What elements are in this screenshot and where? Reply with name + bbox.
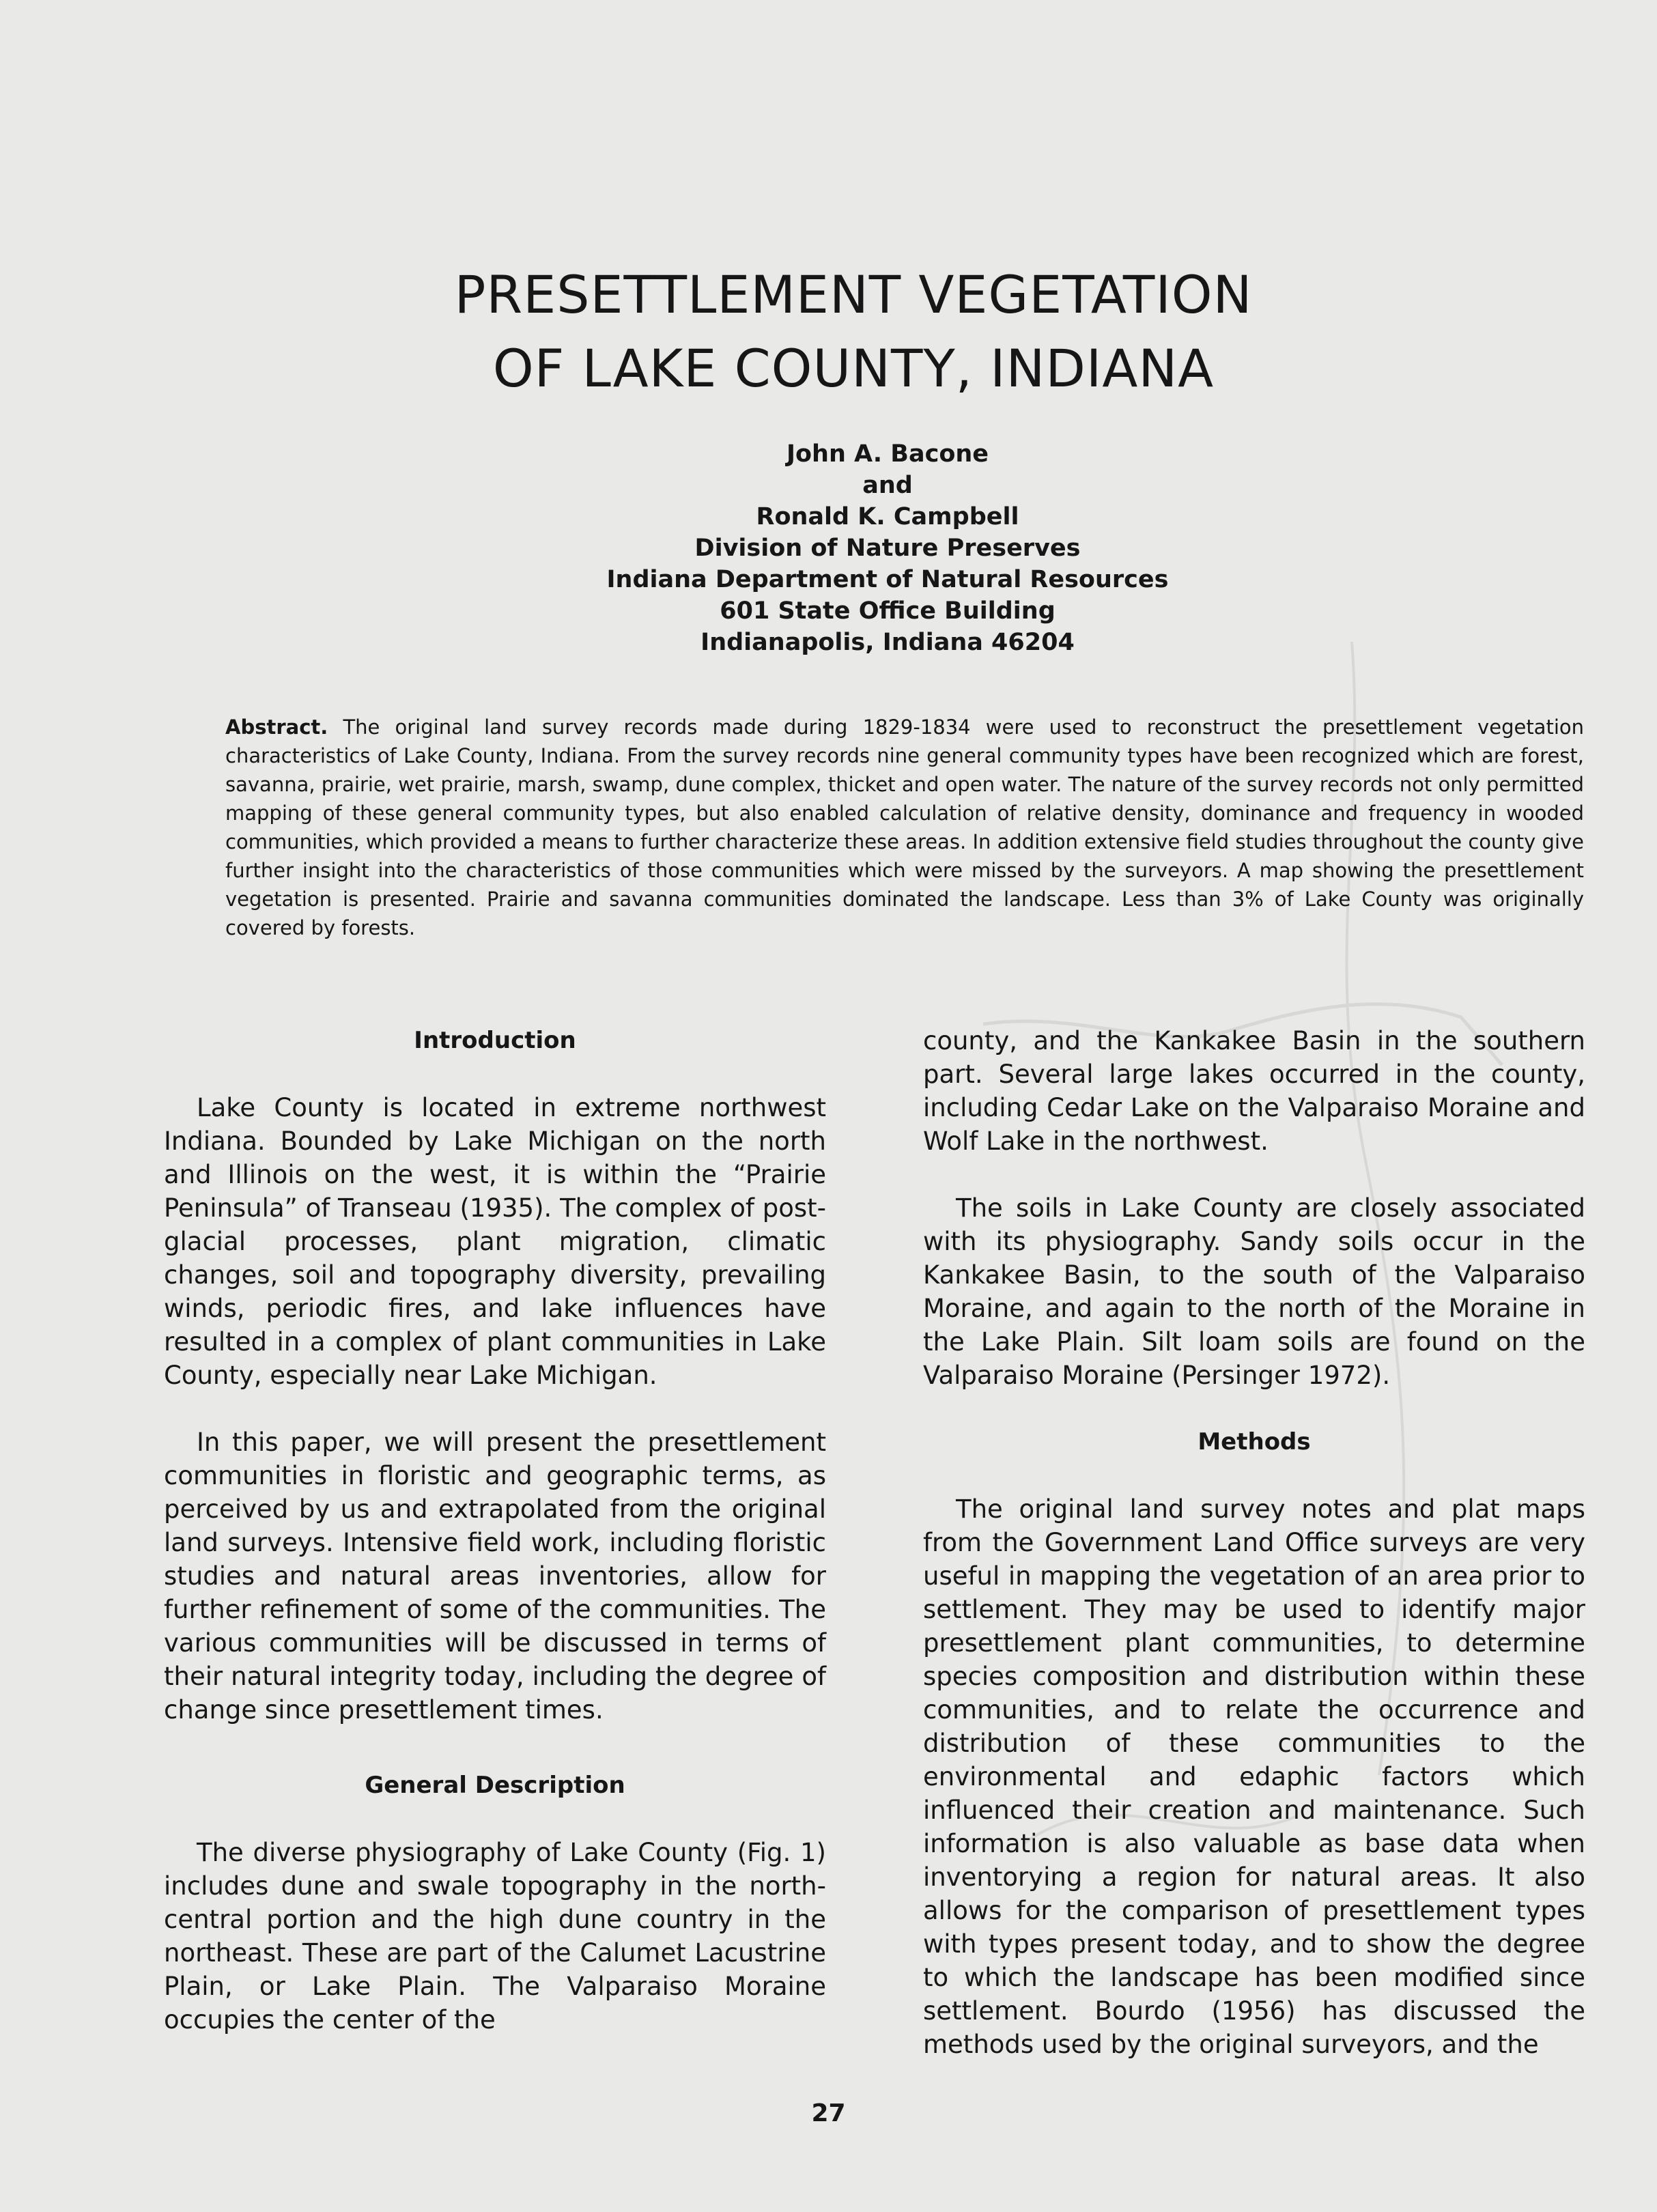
affiliation-building: 601 State Office Building — [720, 597, 1056, 625]
page-number: 27 — [811, 2099, 846, 2127]
methods-heading: Methods — [1198, 1428, 1311, 1456]
abstract — [225, 713, 1584, 942]
author-name-1: John A. Bacone — [786, 440, 989, 468]
introduction-paragraph-2: In this paper, we will present the presettlement communities in floristic and geographic terms, as perceived by us and extrapolated from the original land surveys. Intensive field work, including floristic studies and natural areas inventories, allow for further refinement of some of the communities. The various communities will be discussed in terms of their natural integrity today, including the degree of change since presettlement times. — [164, 1428, 826, 1725]
methods-paragraph-1: The original land survey notes and plat maps from the Government Land Office surveys are very useful in mapping the vegetation of an area prior to settlement. They may be used to identify major presettlement plant communities, to determine species composition and distribution within these communities, and to relate the occurrence and distribution of these communities to the environmental and edaphic factors which influenced their creation and maintenance. Such information is also valuable as base data when inventorying a region for natural areas. It also allows for the comparison of presettlement types with types present today, and to show the degree to which the landscape has been modified since settlement. Bourdo (1956) has discussed the methods used by the original surveyors, and the — [923, 1494, 1585, 2059]
title-line-1: PRESETTLEMENT VEGETATION — [454, 264, 1253, 325]
general-description-heading: General Description — [365, 1772, 625, 1799]
right-column — [923, 1024, 1585, 2061]
title-line-2: OF LAKE COUNTY, INDIANA — [492, 338, 1215, 399]
abstract-label: Abstract. — [225, 715, 328, 739]
general-description-paragraph-1-continued: county, and the Kankakee Basin in the southern part. Several large lakes occurred in the county, including Cedar Lake on the Valparaiso Moraine and Wolf Lake in the northwest. — [923, 1026, 1585, 1156]
author-block — [478, 438, 1297, 658]
author-conjunction: and — [862, 472, 913, 499]
introduction-paragraph-1: Lake County is located in extreme northwest Indiana. Bounded by Lake Michigan on the north and Illinois on the west, it is within the “Prairie Peninsula” of Transeau (1935). The complex of post-glacial processes, plant migration, climatic changes, soil and topography diversity, prevailing winds, periodic fires, and lake influences have resulted in a complex of plant communities in Lake County, especially near Lake Michigan. — [164, 1093, 826, 1390]
general-description-paragraph-1: The diverse physiography of Lake County (Fig. 1) includes dune and swale topography in the north-central portion and the high dune country in the northeast. These are part of the Calumet Lacustrine Plain, or Lake Plain. The Valparaiso Moraine occupies the center of the — [164, 1838, 826, 2034]
general-description-paragraph-2: The soils in Lake County are closely associated with its physiography. Sandy soils occur in the Kankakee Basin, to the south of the Valparaiso Moraine, and again to the north of the Moraine in the Lake Plain. Silt loam soils are found on the Valparaiso Moraine (Persinger 1972). — [923, 1193, 1585, 1390]
affiliation-city: Indianapolis, Indiana 46204 — [700, 629, 1075, 656]
author-name-2: Ronald K. Campbell — [756, 503, 1019, 530]
affiliation-department: Indiana Department of Natural Resources — [606, 566, 1169, 593]
article-title — [410, 258, 1297, 406]
affiliation-division: Division of Nature Preserves — [694, 535, 1081, 562]
left-column — [164, 1024, 826, 2037]
abstract-text: The original land survey records made during 1829-1834 were used to reconstruct the presettlement vegetation characteristics of Lake County, Indiana. From the survey records nine general community types have been recognized which are forest, savanna, prairie, wet prairie, marsh, swamp, dune complex, thicket and open water. The nature of the survey records not only permitted mapping of these general community types, but also enabled calculation of relative density, dominance and frequency in wooded communities, which provided a means to further characterize these areas. In addition extensive field studies throughout the county give further insight into the characteristics of those communities which were missed by the surveyors. A map showing the presettlement vegetation is presented. Prairie and savanna communities dominated the landscape. Less than 3% of Lake County was originally covered by forests. — [225, 715, 1585, 939]
introduction-heading: Introduction — [414, 1027, 576, 1054]
